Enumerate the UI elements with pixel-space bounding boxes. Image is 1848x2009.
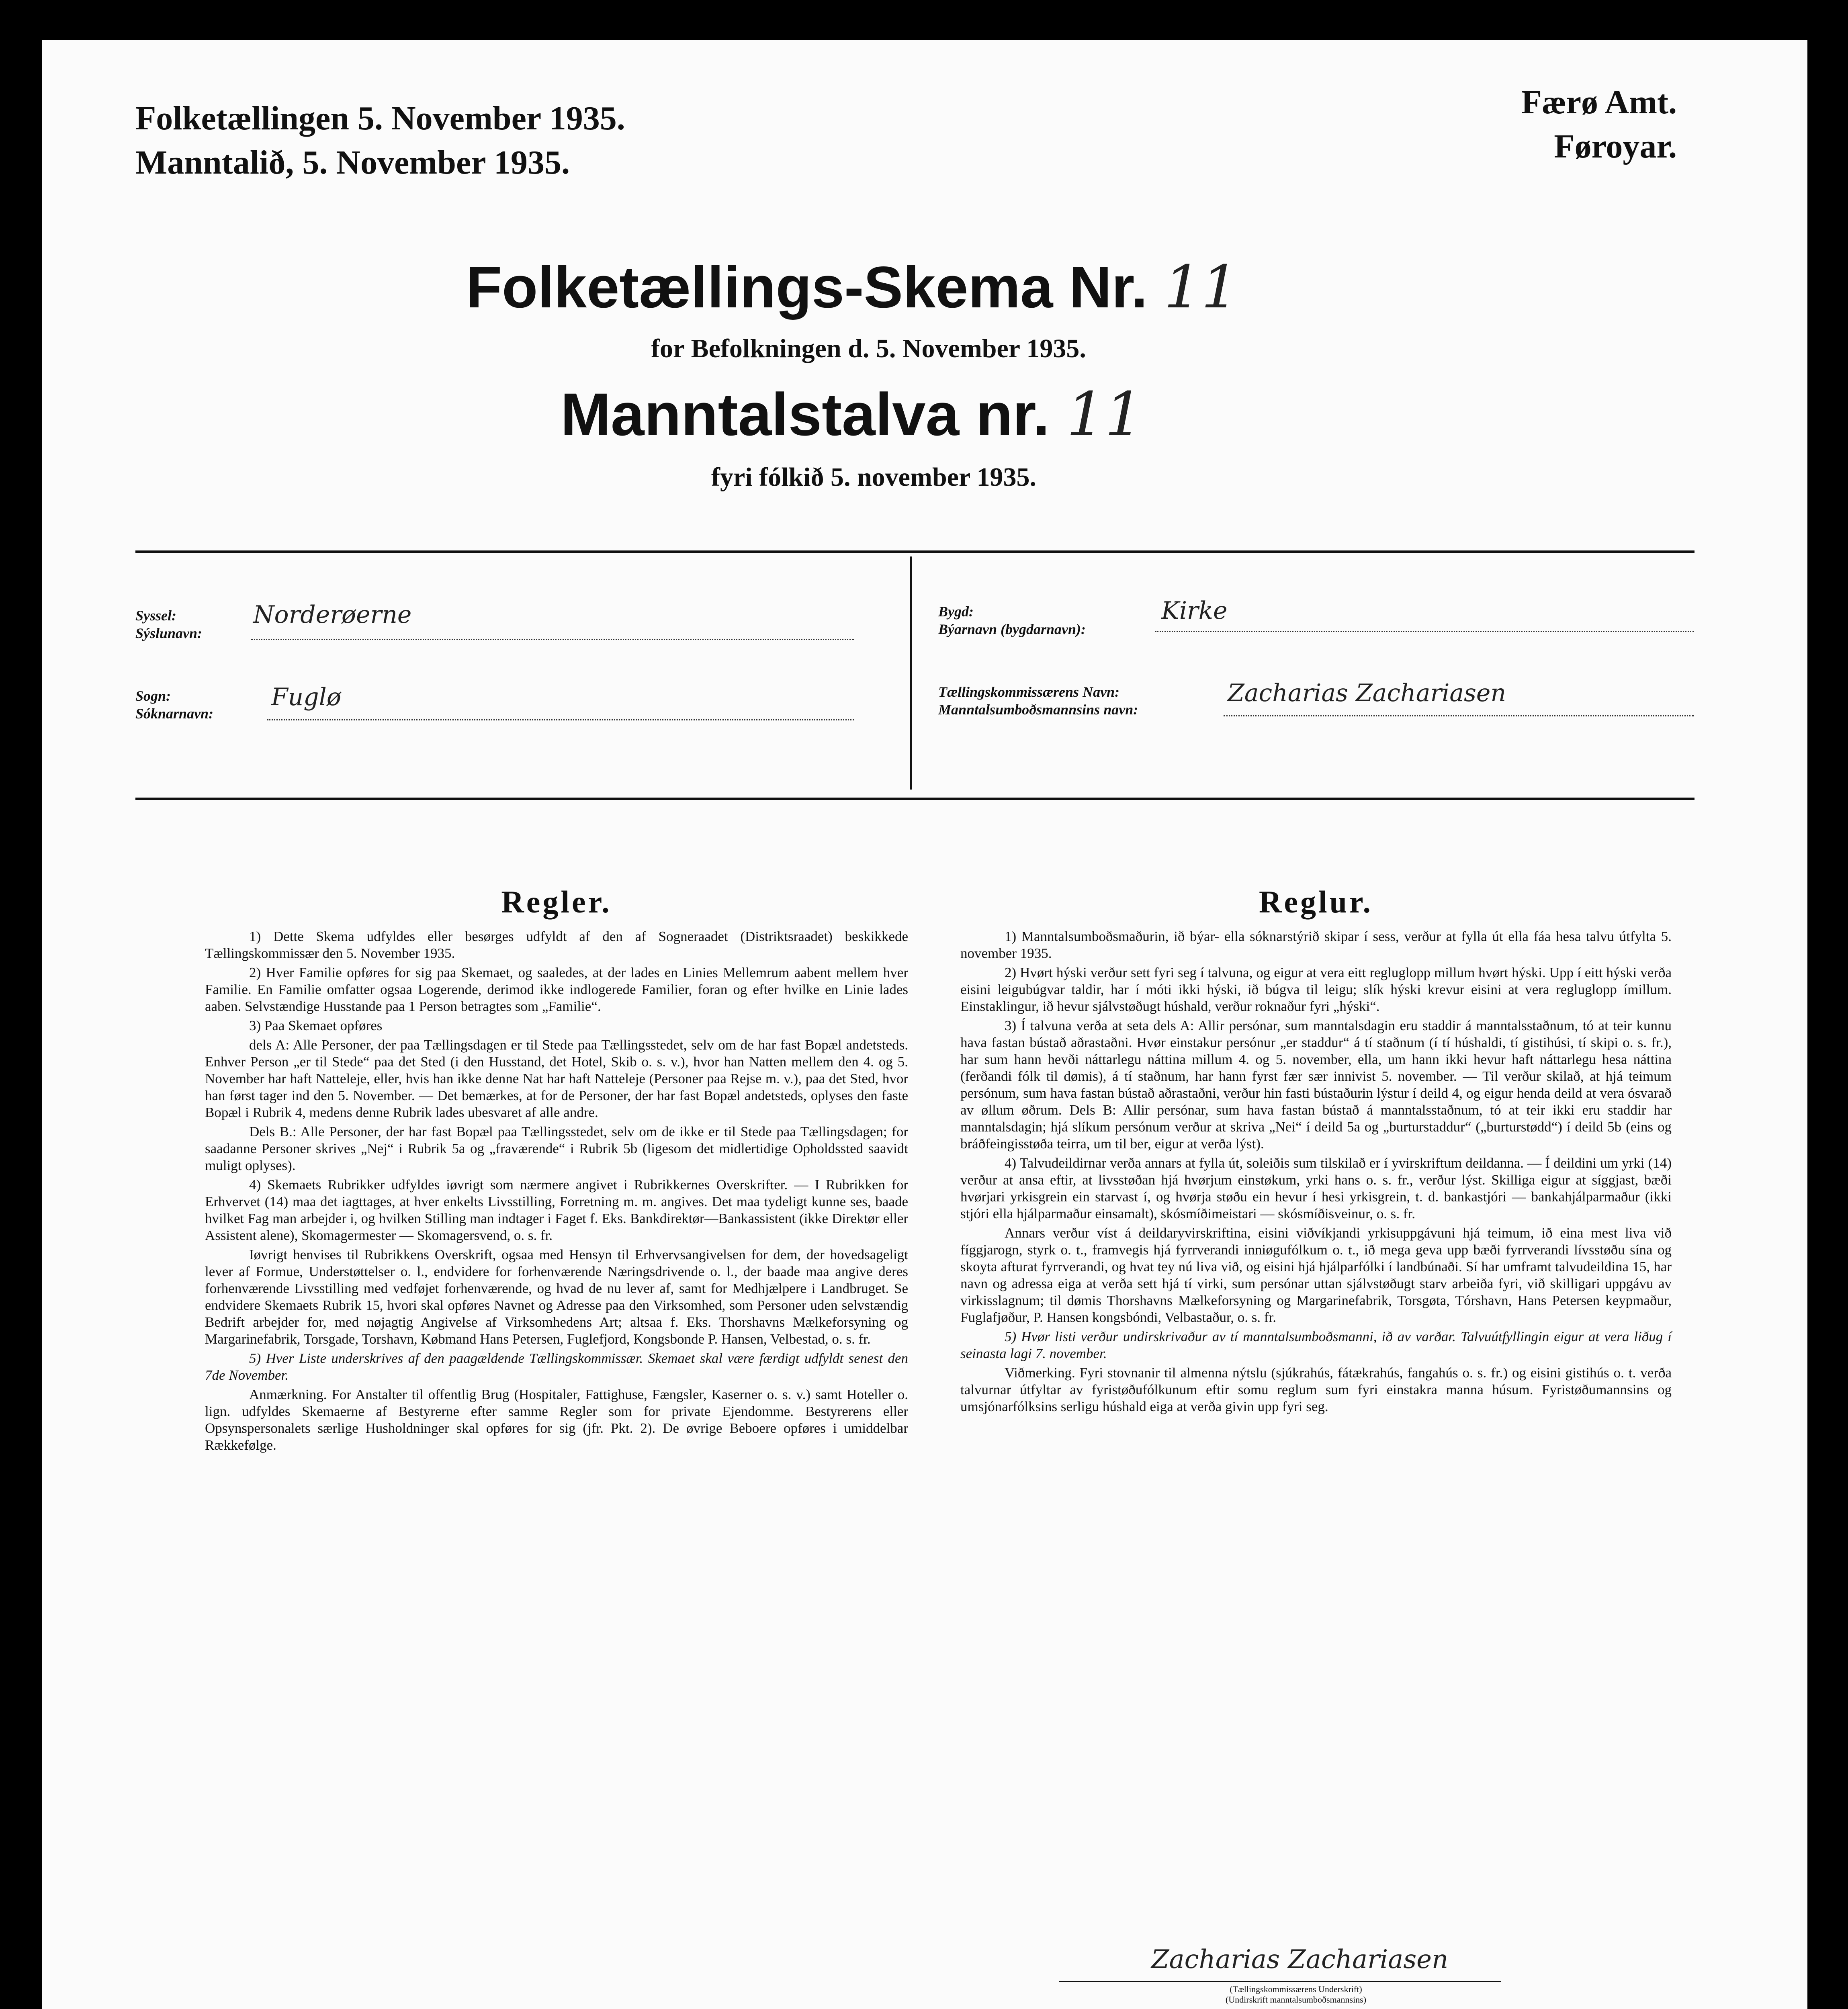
bygd-label-fo: Býarnavn (bygdarnavn): [938,621,1086,637]
signature-captions [1155,1984,1437,2005]
kommissaer-label-fo: Manntalsumboðsmannsins navn: [938,702,1138,718]
reglur-p3a: 3) Í talvuna verða at seta dels A: Allir persónar, sum manntalsdagin eru staddir á manntalsstaðnum, tó at teir kunnu hava fastan bústað aðrastaðni. Hvør einstakur persónur „er staddur“ á tí staðnum (í tí húshaldi, tí gistihúsi, tí skipi o. s. fr.), har sum hann hevði náttarlegu náttina millum 4. og 5. november, ella, um hann ikki hevur haft náttarlegu hesa náttina (ferðandi fólk til dømis), á tí staðnum, har hann fyrst fær sær innivist 5. november. — Til verður skilað, at hjá teimum persónum, sum hava fastan bústað aðrastaðni, verður hin fasti bústaðurin lýstur í deild 4, og eigur henda deild at vera ósvarað av øllum øðrum. Dels B: Allir persónar, sum hava fastan bústað á manntalsstaðnum, tó at teir ikki eru staddir har manntalsdagin; hjá slíkum persónum verður at skriva „Nei“ í deild 5a og „burturstaddur“ („burturstødd“) í deild 5b (eins og bráðfeingisstøða teirra, um til ber, eigur at verða lýst). [960,1018,1672,1152]
regler-p5: 5) Hver Liste underskrives af den paagældende Tællingskommissær. Skemaet skal være færdigt udfyldt senest den 7de November. [205,1350,908,1383]
syssel-label-da: Syssel: [135,608,176,624]
reglur-p4b: Annars verður víst á deildaryvirskriftina, eisini viðvíkjandi yrkisuppgávuni hjá teimum, ið eina mest liva við fíggjarogn, styrk o. t., framvegis hjá fyrrverandi inniøgufólkum o. t., ið mega geva upp bæði fyrrverandi lívsstøðu sína og skoyta afturat fyrrverandi, og hvat tey nú liva við, og eisini hjá hjálparfólki í landbúnaði. Sí har umframt talvudeildina 15, har navn og adressa eiga at verða sett hjá tí virki, sum persónar uttan sjálvstøðugt starv arbeiða fyri, við skilligari uppgávu av virkisslagnum; til dømis Thorshavns Mælkeforsyning og Margarinefabrik, Torsgøta, Tórshavn, Hans Petersen keypmaður, Fuglafjøður, P. Hansen kongsbóndi, Velbastaður, o. s. fr. [960,1225,1672,1325]
reglur-vidmerking: Viðmerking. Fyri stovnanir til almenna nýtslu (sjúkrahús, fátækrahús, fangahús o. s. fr.) og eisini gistihús o. t. verða talvurnar útfyltar av fyristøðufólkunum eftir somu reglum sum fyri einstakra manna húsum. Fyristøðumannsins og umsjónarfólksins serligu húshald eiga at verða givin upp fyri seg. [960,1365,1672,1414]
sogn-label [135,687,213,722]
header-right-line1: Færø Amt. [1521,84,1677,121]
signature-handwritten: Zacharias Zachariasen [1151,1945,1449,1974]
sogn-label-da: Sogn: [135,688,171,704]
form-title-fo-text: Manntalstalva nr. [561,381,1050,448]
kommissaer-label-da: Tællingskommissærens Navn: [938,684,1120,700]
syssel-dotted-line [251,639,854,640]
sogn-value: Fuglø [271,683,341,711]
sogn-dotted-line [267,719,854,720]
bygd-label [938,603,1086,638]
bygd-value: Kirke [1161,597,1228,625]
sogn-label-fo: Sóknarnavn: [135,706,214,722]
form-subtitle-fo: fyri fólkið 5. november 1935. [711,462,1037,492]
reglur-column [960,884,1672,1418]
divider-vertical [910,556,912,790]
syssel-label-fo: Sýslunavn: [135,625,203,641]
kommissaer-dotted-line [1224,715,1694,716]
regler-heading: Regler. [501,884,612,919]
regler-p3c: Dels B.: Alle Personer, der har fast Bopæl paa Tællingsstedet, selv om de ikke er til Stede paa Tællingsdagen; for saadanne Personer skrives „Nej“ i Rubrik 5a og „fraværende“ i Rubrik 5b (ligesom det midlertidige Opholdssted saavidt muligt oplyses). [205,1124,908,1173]
form-subtitle: for Befolkningen d. 5. November 1935. [651,334,1086,363]
regler-p1: 1) Dette Skema udfyldes eller besørges udfyldt af den af Sogneraadet (Distriktsraadet) beskikkede Tællingskommissær den 5. November 1935. [205,929,908,961]
regler-body [205,928,908,1454]
census-form-page [42,40,1807,2009]
syssel-label [135,607,202,642]
header-left-line2: Manntalið, 5. November 1935. [135,144,570,181]
reglur-p5: 5) Hvør listi verður undirskrivaður av tí manntalsumboðsmanni, ið av varðar. Talvuútfyllingin eigur at vera liðug í seinasta lagi 7. november. [960,1329,1672,1361]
header-right [1521,80,1677,169]
header-left-line1: Folketællingen 5. November 1935. [135,100,625,137]
regler-column [205,884,908,1456]
reglur-p2: 2) Hvørt hýski verður sett fyri seg í talvuna, og eigur at vera eitt regluglopp millum hvørt hýski. Upp í eitt hýski verða eisini leigubúgvar taldir, har í móti ikki hýski, ið búgva til leigu; slík hýski krevur eisini at vera regluglopp ímillum. Einstaklingur, ið hevur sjálvstøðugt húshald, verður roknaður fyri „hýski“. [960,965,1672,1014]
syssel-value: Norderøerne [253,601,412,629]
form-title-fo [561,380,1143,450]
divider-bottom [135,798,1695,800]
divider-top [135,550,1695,553]
regler-p3b: dels A: Alle Personer, der paa Tællingsdagen er til Stede paa Tællingsstedet, selv om de har fast Bopæl andetsteds. Enhver Person „er til Stede“ paa det Sted (i den Husstand, det Hotel, Skib o. s. v.), hvor han Natten mellem den 4. og 5. November har haft Natteleje, eller, hvis han ikke denne Nat har haft Natteleje (Personer paa Rejse m. v.), paa det Sted, hvor han først tager ind den 5. November. — Det bemærkes, at for de Personer, der har fast Bopæl andetsteds, oplyses den faste Bopæl i Rubrik 4, medens denne Rubrik lades ubesvaret af alle andre. [205,1037,908,1120]
reglur-p1: 1) Manntalsumboðsmaðurin, ið býar- ella sóknarstýrið skipar í sess, verður at fylla út ella fáa hesa talvu útfylta 5. november 1935. [960,929,1672,961]
form-title-text: Folketællings-Skema Nr. [466,254,1148,320]
regler-p3a: 3) Paa Skemaet opføres [249,1018,383,1033]
form-title [466,253,1238,321]
regler-p4b: Iøvrigt henvises til Rubrikkens Overskrift, ogsaa med Hensyn til Erhvervsangivelsen for dem, der hovedsageligt lever af Formue, Understøttelser o. l., endvidere for forhenværende Næringsdrivende o. l., der baade maa angive deres forhenværende Livsstilling med vedføjet forhenværende, og hvad de nu lever af, samt for Medhjælpere i Landbruget. Se endvidere Skemaets Rubrik 15, hvori skal opføres Navnet og Adresse paa den Virksomhed, som Personer uden selvstændig Bedrift arbejder for, med nøjagtig Angivelse af Virksomhedens Art; altsaa f. Eks. Thorshavns Mælkeforsyning og Margarinefabrik, Torsgade, Torshavn, Købmand Hans Petersen, Fuglefjord, Kongsbonde P. Hansen, Velbestad, o. s. fr. [205,1247,908,1347]
regler-p4a: 4) Skemaets Rubrikker udfyldes iøvrigt som nærmere angivet i Rubrikkernes Overskrifter. — I Rubrikken for Erhvervet (14) maa det iagttages, at hver enkelts Livsstilling, Forretning m. m. angives. Det maa tydeligt kunne ses, baade hvilket Fag man arbejder i, og hvilken Stilling man indtager i Faget f. Eks. Bankdirektør—Bankassistent (ikke Direktør eller Assistent alene), Skomagermester — Skomagersvend, o. s. fr. [205,1177,908,1243]
signature-caption-fo: (Undirskrift manntalsumboðsmannsins) [1225,1995,1367,2005]
regler-p2: 2) Hver Familie opføres for sig paa Skemaet, og saaledes, at der lades en Linies Mellemrum aabent mellem hver Familie. En Familie omfatter ogsaa Logerende, derimod ikke indlogerede Familier, foran og efter hvilke en Linie lades aaben. Selvstændige Husstande paa 1 Person betragtes som „Familie“. [205,965,908,1014]
reglur-heading: Reglur. [1259,884,1373,919]
signature-caption-da: (Tællingskommissærens Underskrift) [1230,1984,1362,1994]
signature-line [1059,1981,1501,1982]
regler-anmaerkning: Anmærkning. For Anstalter til offentlig Brug (Hospitaler, Fattighuse, Fængsler, Kaserner o. s. v.) samt Hoteller o. lign. udfyldes Skemaerne af Bestyrerne efter samme Regler som for private Ejendomme. Bestyrerens eller Opsynspersonalets særlige Husholdninger skal opføres for sig (jfr. Pkt. 2). De øvrige Beboere opføres i umiddelbar Rækkefølge. [205,1387,908,1453]
bygd-dotted-line [1155,631,1694,632]
kommissaer-label [938,683,1138,718]
header-right-line2: Føroyar. [1554,128,1677,165]
bygd-label-da: Bygd: [938,604,974,620]
header-left [135,96,625,185]
reglur-p4a: 4) Talvudeildirnar verða annars at fylla út, soleiðis sum tilskilað er í yvirskriftum deildanna. — Í deildini um yrki (14) verður at ansa eftir, at livsstøðan hjá hvørjum einstøkum, yrki hans o. s. fr., verður lýst. Skilliga eigur at síggjast, bæði hvørjari yrkisgrein ein starvast í, og hvørja støðu ein hevur í hesi yrkisgrein, t. d. bankastjóri — bankahjálparmaður (ikki stjóri ella hjálparmaður einsamalt), skósmíðimeistari — skósmíðisveinur, o. s. fr. [960,1155,1672,1221]
reglur-body [960,928,1672,1415]
kommissaer-value: Zacharias Zachariasen [1228,679,1506,707]
form-number-handwritten: 11 [1164,253,1239,321]
form-number-fo-handwritten: 11 [1066,380,1143,450]
